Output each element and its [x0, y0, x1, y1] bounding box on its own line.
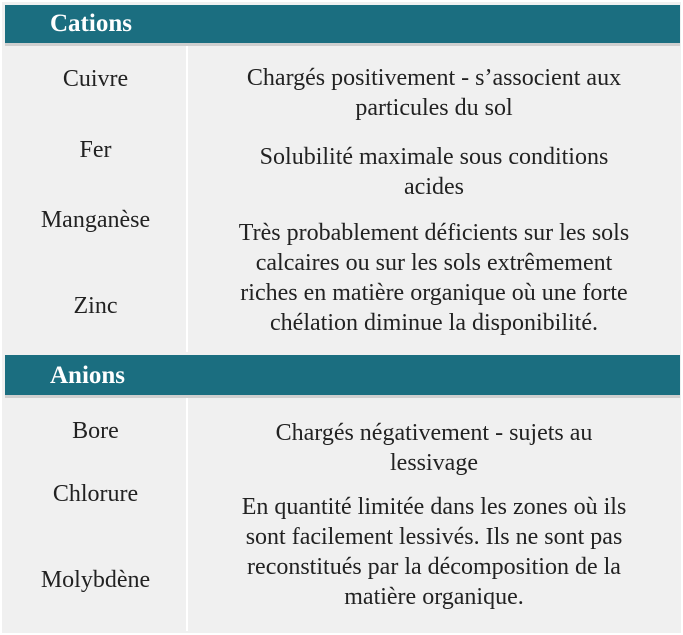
description-line: calcaires ou sur les sols extrêmement: [255, 250, 613, 276]
cation-name: Zinc: [73, 293, 118, 319]
cations-header-label: Cations: [50, 10, 132, 37]
description-line: acides: [404, 174, 464, 200]
description-line: sont facilement lessivés. Ils ne sont pas: [245, 524, 623, 550]
description-line: lessivage: [390, 450, 478, 476]
anions-header-label: Anions: [50, 362, 126, 389]
description-line: Chargés négativement - sujets au: [275, 420, 593, 446]
anions-header: [5, 355, 680, 398]
cation-description: [188, 218, 680, 338]
cation-name: Fer: [79, 137, 112, 163]
description-line: chélation diminue la disponibilité.: [270, 310, 598, 336]
description-line: riches en matière organique où une forte: [240, 280, 628, 306]
cations-section: [5, 46, 680, 352]
description-line: En quantité limitée dans les zones où ils: [241, 494, 627, 520]
anion-description: [188, 492, 680, 612]
anion-name: Molybdène: [40, 567, 151, 593]
cation-description: [188, 63, 680, 123]
description-line: Chargés positivement - s’associent aux: [246, 65, 622, 91]
cation-description: [188, 142, 680, 202]
anion-name: Chlorure: [52, 481, 139, 507]
cations-header: [5, 5, 680, 46]
cation-name: Manganèse: [40, 207, 151, 233]
description-line: reconstitués par la décomposition de la: [247, 554, 621, 580]
description-line: Solubilité maximale sous conditions: [259, 144, 609, 170]
anion-name: Bore: [72, 418, 119, 444]
anion-description: [188, 418, 680, 478]
anions-section: [5, 398, 680, 631]
description-line: matière organique.: [344, 584, 524, 610]
description-line: particules du sol: [355, 95, 513, 121]
description-line: Très probablement déficients sur les sols: [238, 220, 630, 246]
cation-name: Cuivre: [62, 66, 129, 92]
